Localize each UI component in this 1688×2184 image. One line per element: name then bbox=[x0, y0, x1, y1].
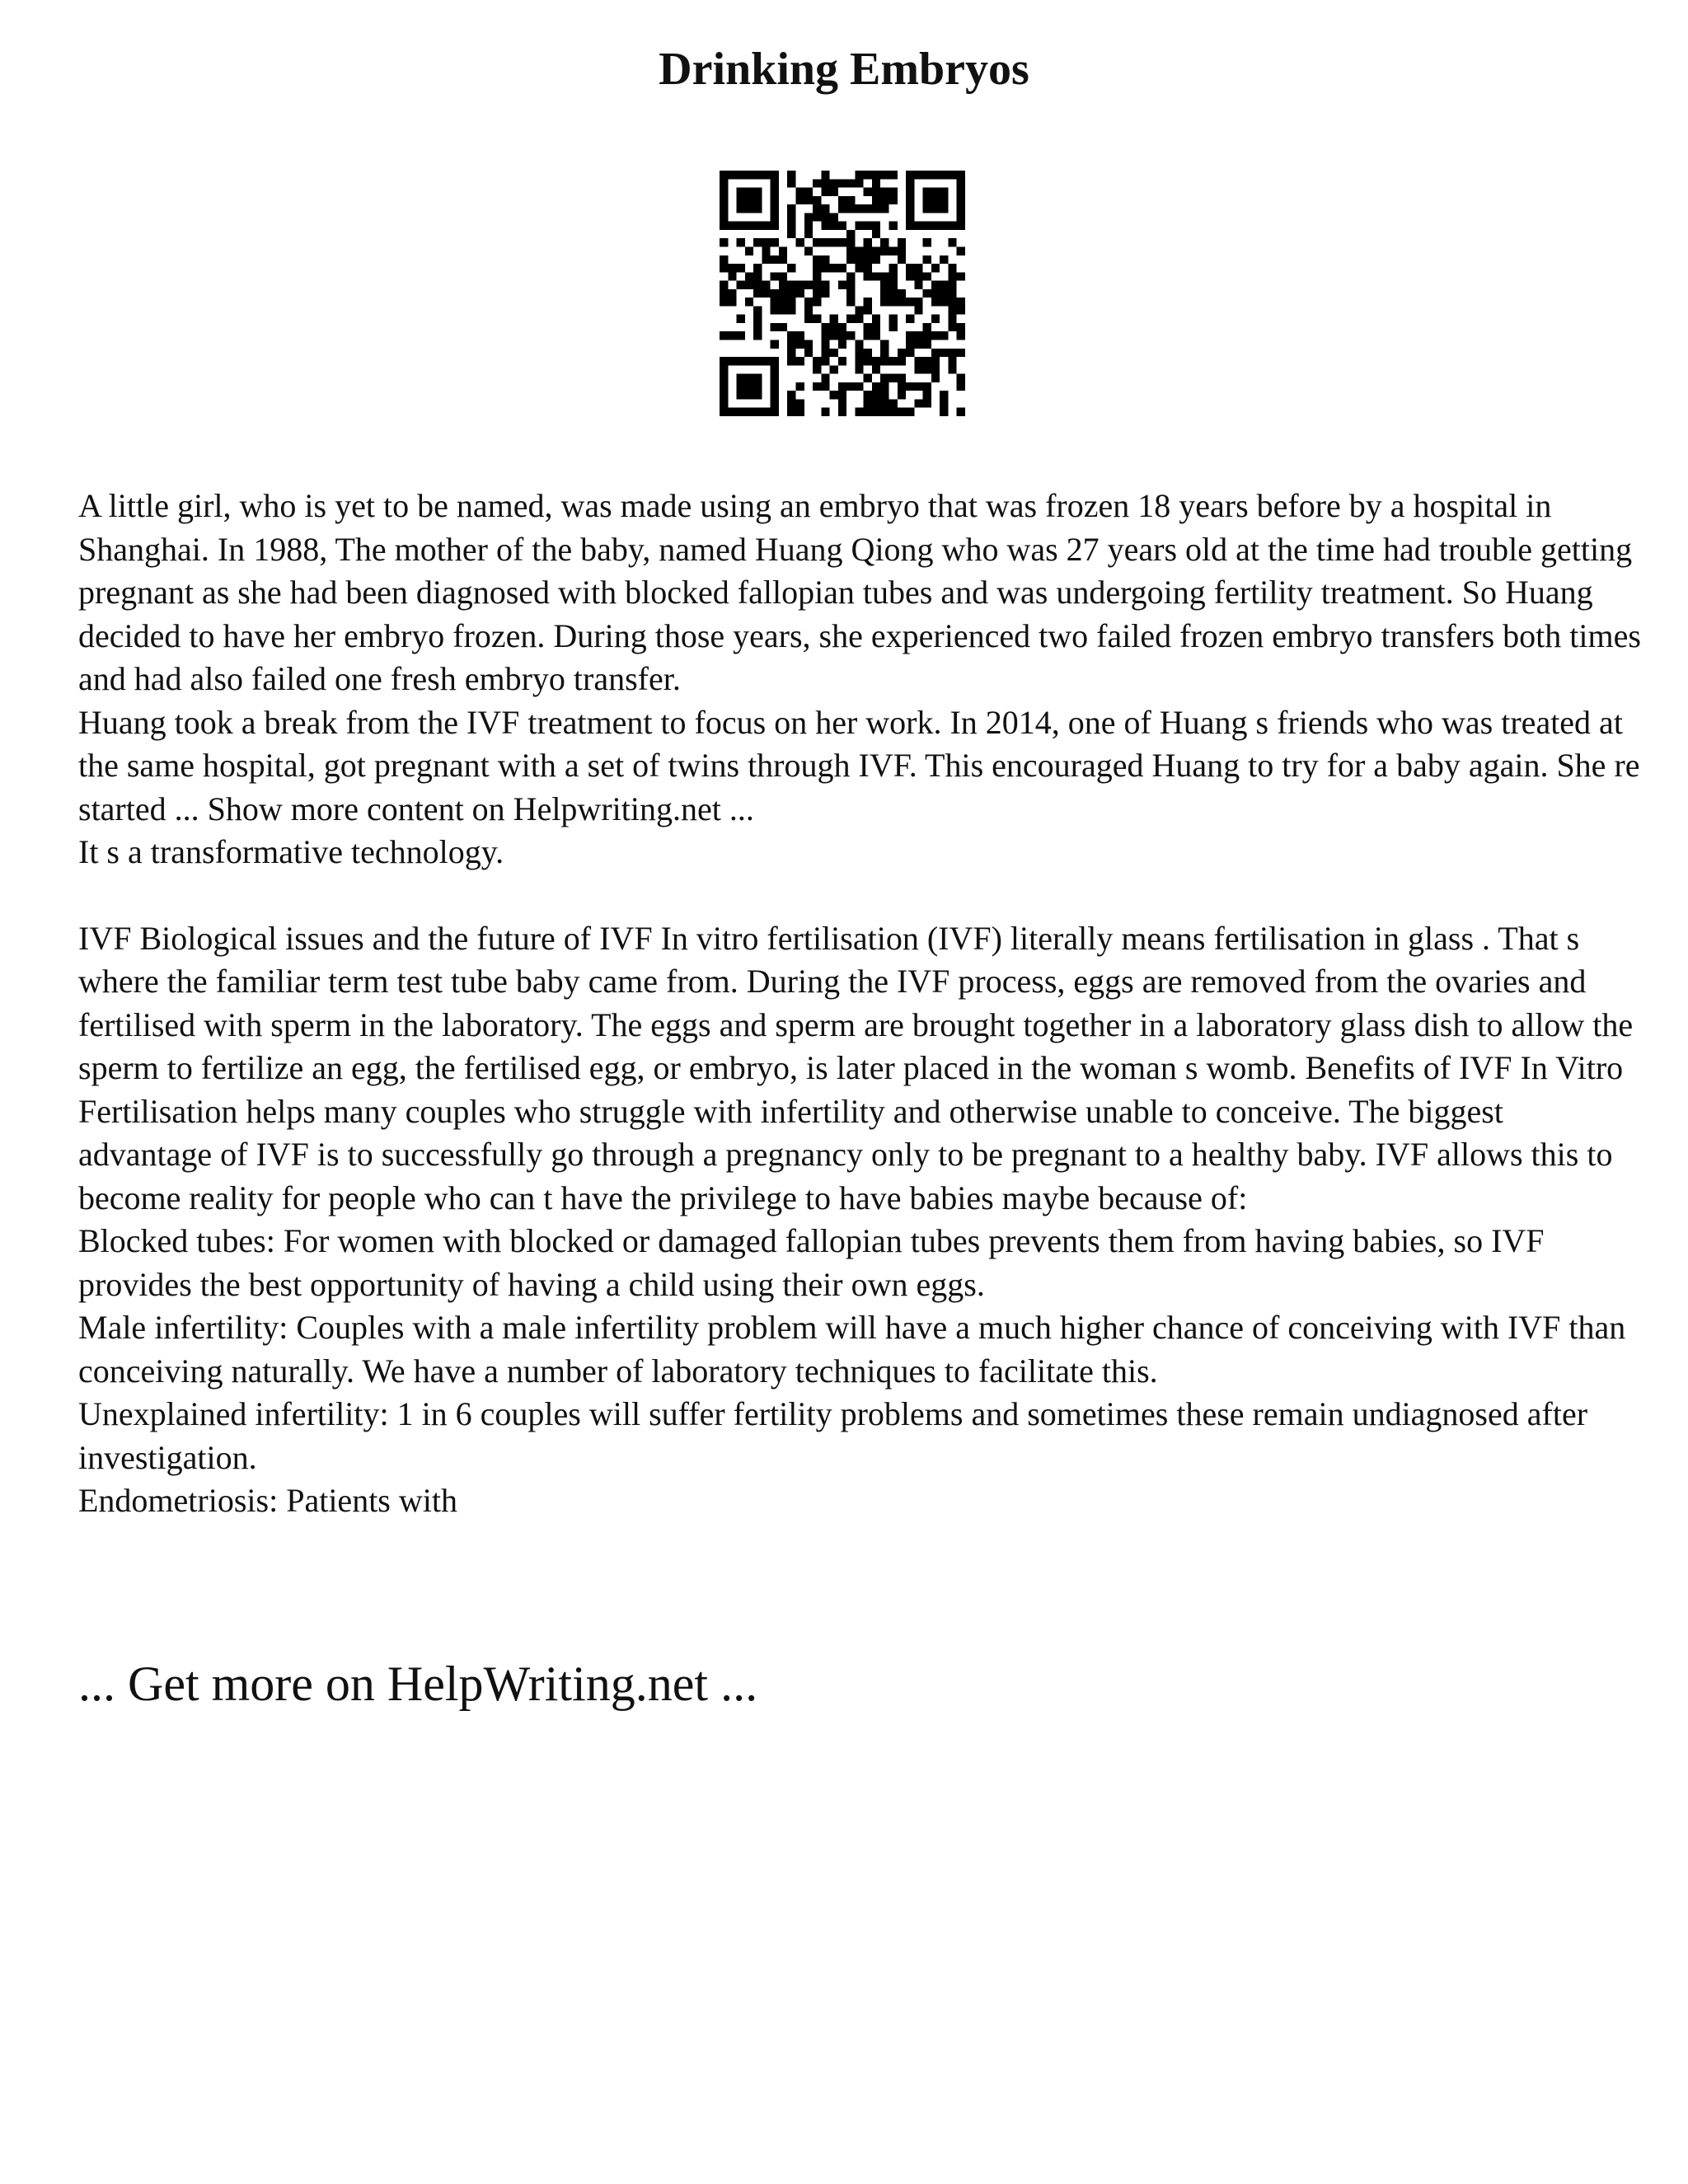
paragraph-gap bbox=[78, 874, 1644, 917]
get-more-link[interactable]: ... Get more on HelpWriting.net ... bbox=[78, 1657, 758, 1711]
paragraph: Huang took a break from the IVF treatment to focus on her work. In 2014, one of Huang s friends who was treated at the same hospital, got pregnant with a set of twins through IVF. This encouraged Huang to try for a baby again. She re started ... Show more content on Helpwriting.net ... bbox=[78, 703, 1640, 827]
paragraph: A little girl, who is yet to be named, was made using an embryo that was frozen 18 years before by a hospital in Shanghai. In 1988, The mother of the baby, named Huang Qiong who was 27 years old at the time had trouble getting pregnant as she had been diagnosed with blocked fallopian tubes and was undergoing fertility treatment. So Huang decided to have her embryo frozen. During those years, she experienced two failed frozen embryo transfers both times and had also failed one fresh embryo transfer. bbox=[78, 487, 1641, 697]
page-title: Drinking Embryos bbox=[659, 44, 1029, 95]
qr-code-icon[interactable] bbox=[720, 171, 965, 416]
paragraph: It s a transformative technology. bbox=[78, 833, 504, 870]
article-body bbox=[78, 485, 1644, 1523]
qr-code-graphic bbox=[720, 171, 965, 416]
paragraph: IVF Biological issues and the future of IVF In vitro fertilisation (IVF) literally means fertilisation in glass . That s where the familiar term test tube baby came from. During the IVF process, eggs are removed from the ovaries and fertilised with sperm in the laboratory. The eggs and sperm are brought together in a laboratory glass dish to allow the sperm to fertilize an egg, the fertilised egg, or embryo, is later placed in the woman s womb. Benefits of IVF In Vitro Fertilisation helps many couples who struggle with infertility and otherwise unable to conceive. The biggest advantage of IVF is to successfully go through a pregnancy only to be pregnant to a healthy baby. IVF allows this to become reality for people who can t have the privilege to have babies maybe because of: bbox=[78, 919, 1634, 1216]
paragraph: Male infertility: Couples with a male infertility problem will have a much higher chance of conceiving with IVF than conceiving naturally. We have a number of laboratory techniques to facilitate this. bbox=[78, 1309, 1626, 1390]
paragraph: Endometriosis: Patients with bbox=[78, 1482, 457, 1519]
paragraph: Unexplained infertility: 1 in 6 couples will suffer fertility problems and sometimes these remain undiagnosed after investigation. bbox=[78, 1395, 1588, 1476]
paragraph: Blocked tubes: For women with blocked or damaged fallopian tubes prevents them from having babies, so IVF provides the best opportunity of having a child using their own eggs. bbox=[78, 1222, 1545, 1303]
